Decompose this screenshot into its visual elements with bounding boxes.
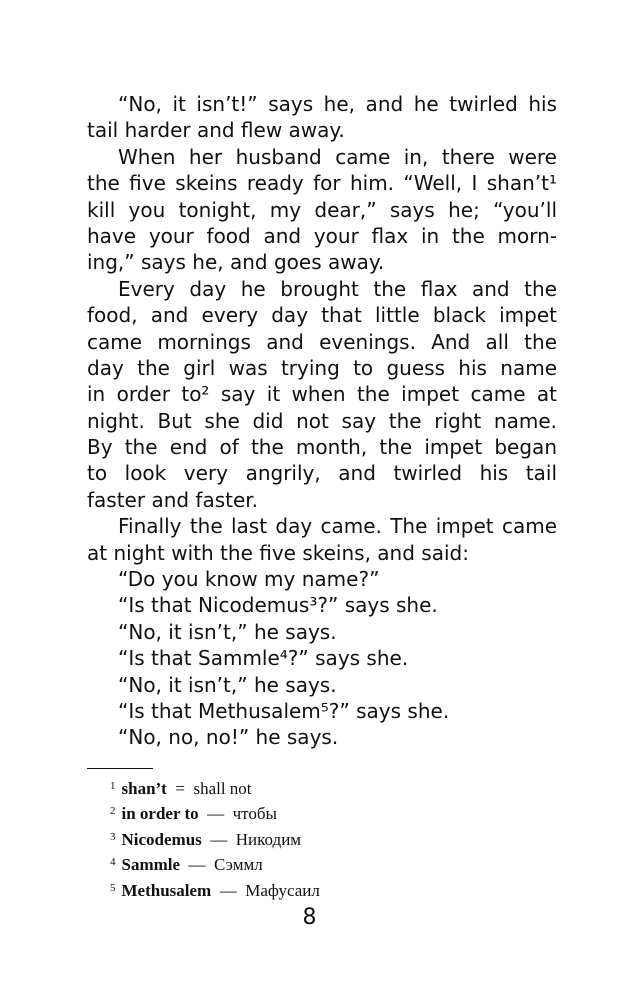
dialogue-line — [87, 724, 557, 750]
text-line: “No, it isn’t,” he says. — [118, 672, 337, 697]
text-line: “No, it isn’t!” says he, and he twirled his — [118, 92, 557, 116]
text-line: kill you tonight, my dear,” says he; “you’ll — [87, 197, 557, 222]
footnote-item — [110, 775, 320, 800]
text-line: to look very angrily, and twirled his tail — [87, 461, 557, 486]
footnote-term: Nicodemus — [121, 829, 202, 849]
footnote-gloss: Мафусаил — [245, 880, 320, 900]
footnote-term: in order to — [121, 804, 199, 824]
text-line: faster and faster. — [87, 487, 259, 512]
footnote-number: 4 — [110, 856, 116, 869]
paragraph — [87, 276, 557, 514]
footnote-divider — [87, 768, 153, 769]
footnote-number: 3 — [110, 830, 116, 843]
footnote-term: Sammle — [121, 855, 181, 875]
text-line: at night with the five skeins, and said: — [87, 540, 469, 565]
dialogue-line — [87, 698, 557, 724]
footnote-gloss: shall not — [193, 779, 252, 798]
text-line: “Is that Sammle⁴?” says she. — [118, 646, 409, 671]
footnote-term: shan’t — [121, 779, 167, 798]
dialogue-line — [87, 672, 557, 698]
footnote-item — [110, 800, 320, 825]
paragraph — [87, 91, 557, 144]
footnotes — [110, 775, 320, 902]
text-line: When her husband came in, there were — [118, 144, 557, 169]
text-line: the five skeins ready for him. “Well, I shan’t¹ — [87, 171, 557, 196]
footnote-separator: — — [207, 804, 225, 824]
dialogue-line — [87, 645, 557, 671]
dialogue-line — [87, 566, 557, 592]
text-line: By the end of the month, the impet began — [87, 435, 557, 460]
text-line: ing,” says he, and goes away. — [87, 250, 385, 275]
footnote-separator: — — [188, 855, 206, 875]
footnote-item — [110, 877, 320, 902]
footnote-gloss: чтобы — [232, 804, 277, 824]
footnote-term: Methusalem — [121, 880, 212, 900]
footnote-number: 2 — [110, 805, 116, 818]
text-line: day the girl was trying to guess his name — [87, 355, 557, 380]
footnote-number: 1 — [110, 780, 116, 792]
footnote-separator: = — [175, 779, 185, 798]
text-line: have your food and your flax in the morn- — [87, 223, 557, 248]
footnote-item — [110, 826, 320, 851]
body-text — [87, 91, 557, 751]
footnote-item — [110, 851, 320, 876]
text-line: “No, it isn’t,” he says. — [118, 619, 337, 644]
footnote-gloss: Никодим — [235, 829, 302, 849]
text-line: food, and every day that little black impet — [87, 303, 557, 328]
footnote-gloss: Сэммл — [214, 855, 263, 875]
dialogue-line — [87, 619, 557, 645]
text-line: “Is that Nicodemus³?” says she. — [118, 593, 438, 618]
text-line: “Do you know my name?” — [118, 567, 380, 592]
dialogue-line — [87, 592, 557, 618]
text-line: “No, no, no!” he says. — [118, 725, 339, 750]
text-line: Finally the last day came. The impet came — [118, 514, 557, 539]
footnote-separator: — — [219, 880, 237, 900]
text-line: Every day he brought the flax and the — [118, 276, 557, 301]
paragraph — [87, 513, 557, 566]
text-line: night. But she did not say the right name. — [87, 408, 557, 433]
text-line: “Is that Methusalem⁵?” says she. — [118, 698, 450, 723]
text-line: in order to² say it when the impet came at — [87, 382, 557, 407]
page-number: 8 — [302, 905, 317, 930]
paragraph — [87, 144, 557, 276]
footnote-number: 5 — [110, 881, 116, 894]
text-line: came mornings and evenings. And all the — [87, 329, 557, 354]
footnote-separator: — — [210, 829, 228, 849]
text-line: tail harder and flew away. — [87, 118, 345, 143]
